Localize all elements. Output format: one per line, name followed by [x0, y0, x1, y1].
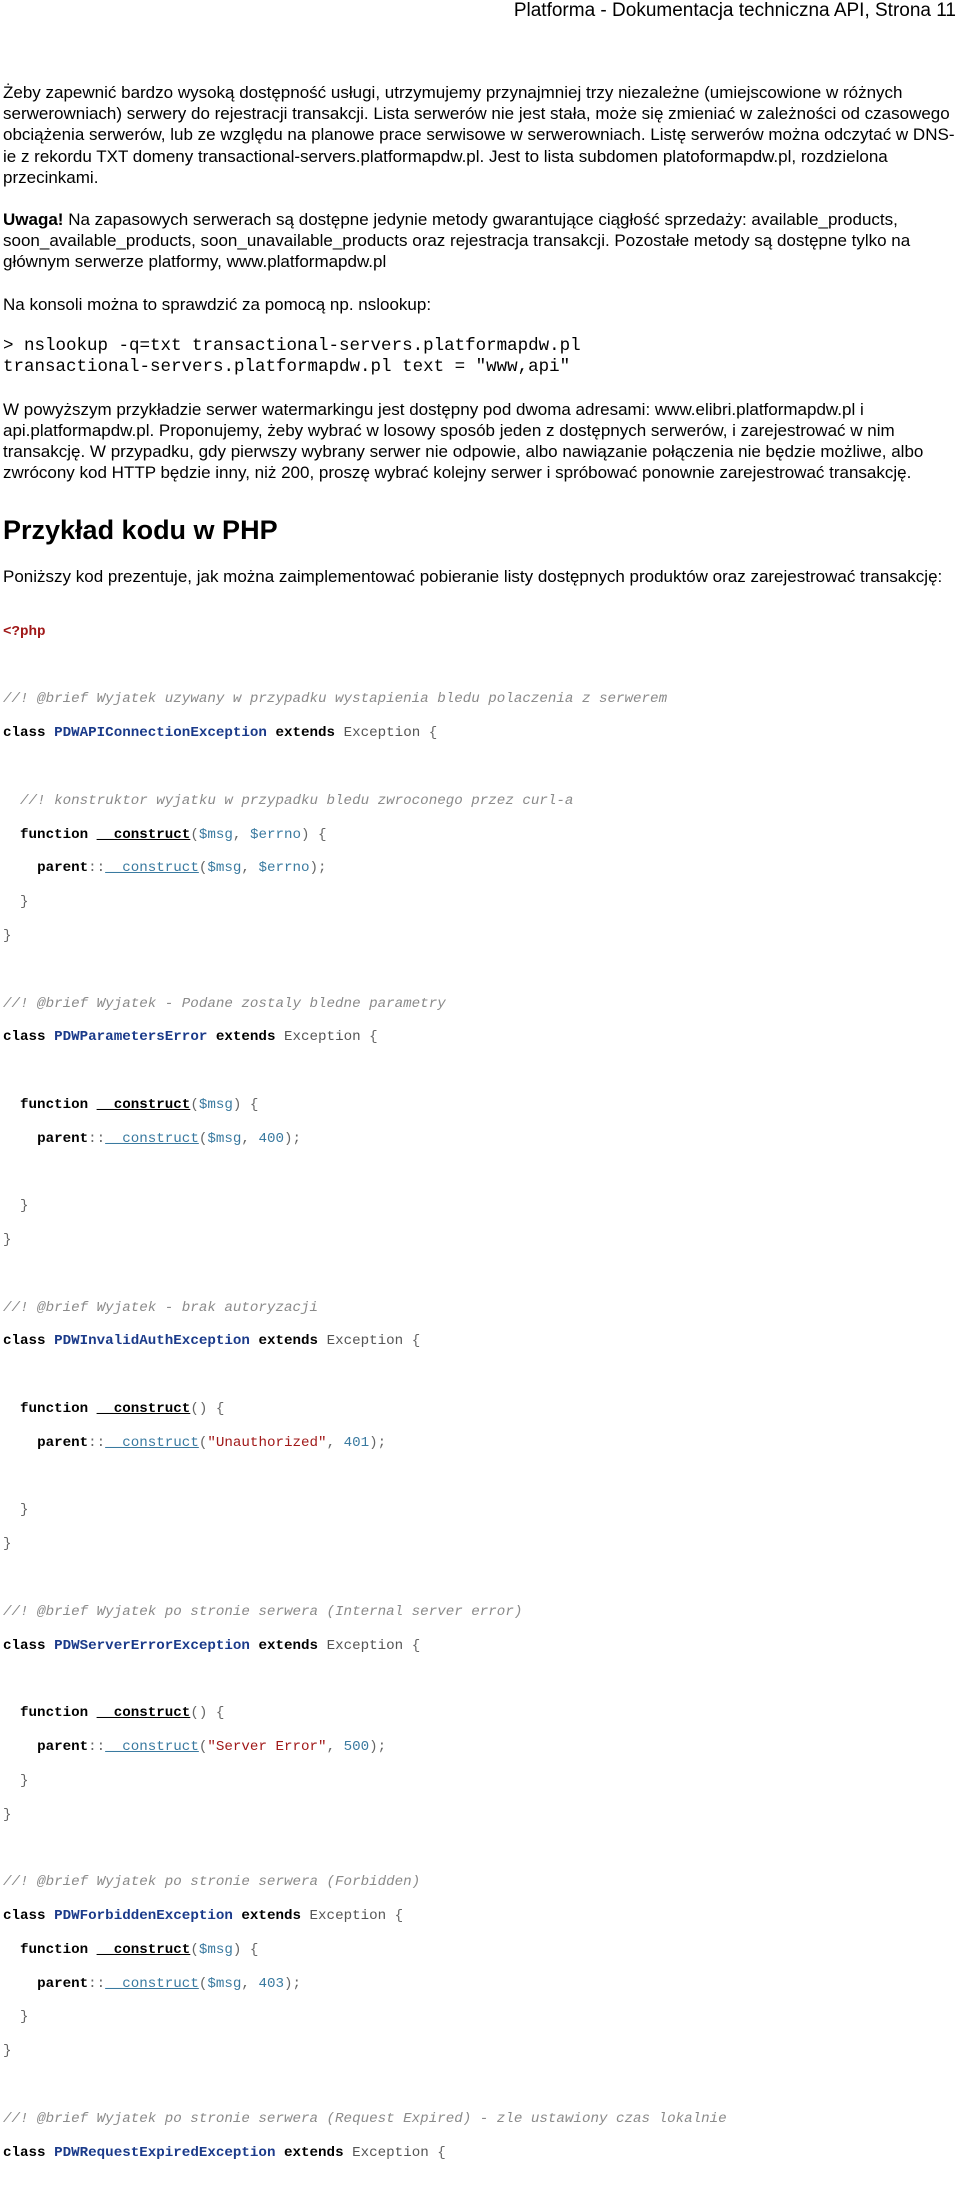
kw-extends: extends [283, 2144, 344, 2161]
ctor-call: __construct [105, 1739, 199, 1756]
kw-parent: parent [37, 1975, 89, 1992]
var-msg: $msg [207, 1130, 242, 1147]
kw-function: function [20, 1941, 89, 1958]
kw-extends: extends [258, 1637, 319, 1654]
var-msg: $msg [207, 860, 242, 877]
php-open-tag: <?php [3, 623, 46, 640]
section-title: Przykład kodu w PHP [3, 514, 278, 545]
kw-extends: extends [275, 725, 336, 742]
num-literal: 401 [343, 1434, 370, 1451]
class-name: PDWInvalidAuthException [54, 1333, 250, 1350]
kw-function: function [20, 826, 89, 843]
ctor-call: __construct [105, 1434, 199, 1451]
code-comment: //! @brief Wyjatek po stronie serwera (Internal server error) [3, 1603, 523, 1620]
warning-text: Na zapasowych serwerach są dostępne jedynie metody gwarantujące ciągłość sprzedaży: available_products, soon_available_products, soon_unavailable_products oraz rejestracja transakcji. Pozostałe metody są dostępne tylko na głównym serwerze platformy, www.platformapdw.pl [3, 210, 911, 272]
ctor-call: __construct [105, 1975, 199, 1992]
kw-function: function [20, 1401, 89, 1418]
num-literal: 500 [343, 1739, 370, 1756]
ctor-call: __construct [105, 1130, 199, 1147]
base-class: Exception [309, 1908, 387, 1925]
base-class: Exception [326, 1637, 404, 1654]
kw-extends: extends [215, 1029, 276, 1046]
ctor-name: __construct [96, 826, 191, 843]
code-comment: //! @brief Wyjatek uzywany w przypadku wystapienia bledu polaczenia z serwerem [3, 691, 668, 708]
class-name: PDWForbiddenException [54, 1908, 233, 1925]
num-literal: 400 [258, 1130, 284, 1147]
paragraph-example: W powyższym przykładzie serwer watermarkingu jest dostępny pod dwoma adresami: www.elibri.platformapdw.pl i api.platformapdw.pl. Proponujemy, żeby wybrać w losowy sposób jeden z dostępnych serwerów, i zarejestrować w nim transakcję. W przypadku, gdy pierwszy wybrany serwer nie odpowie, albo nawiązanie połączenia nie będzie możliwe, albo zwrócony kod HTTP będzie inny, niż 200, proszę wybrać kolejny serwer i spróbować ponownie zarejestrować transakcję. [3, 399, 924, 483]
page-header [6, 0, 956, 22]
var-msg: $msg [198, 826, 233, 843]
paragraph-intro: Poniższy kod prezentuje, jak można zaimplementować pobieranie listy dostępnych produktów oraz zarejestrować transakcję: [3, 566, 943, 586]
base-class: Exception [352, 2144, 429, 2161]
php-code-block: <?php //! @brief Wyjatek uzywany w przypadku wystapienia bledu polaczenia z serwerem class PDWAPIConnectionException extends Exception { //! konstruktor wyjatku w przypadku bledu zwroconego przez curl-a function __construct($msg, $errno) { parent::__construct($msg, $errno); } } //! @brief Wyjatek - Podane zostaly bledne parametry class PDWParametersError extends Exception { function __construct($msg) { parent::__construct($msg, 400); } } //! @brief Wyjatek - brak autoryzacji class PDWInvalidAuthException extends Exception { function __construct() { parent::__construct("Unauthorized", 401); } } //! @brief Wyjatek po stronie serwera (Internal server error) class PDWServerErrorException extends Exception { function __construct() { parent::__construct("Server Error", 500); } } //! @brief Wyjatek po stronie serwera (Forbidden) class PDWForbiddenException extends Exception { function __construct($msg) { parent::__construct($msg, 403); } } //! @brief Wyjatek po stronie serwera (Request Expired) - zle ustawiony czas lokalnie class PDWRequestExpiredException extends Exception { [3, 623, 727, 2161]
base-class: Exception [326, 1333, 404, 1350]
ctor-name: __construct [96, 1941, 191, 1958]
code-comment: //! konstruktor wyjatku w przypadku bledu zwroconego przez curl-a [20, 792, 574, 809]
kw-class: class [3, 1333, 46, 1350]
base-class: Exception [343, 725, 421, 742]
kw-parent: parent [37, 860, 89, 877]
kw-extends: extends [258, 1333, 319, 1350]
kw-class: class [3, 1029, 46, 1046]
class-name: PDWAPIConnectionException [54, 725, 267, 742]
kw-function: function [20, 1096, 89, 1113]
num-literal: 403 [258, 1975, 284, 1992]
code-comment: //! @brief Wyjatek - Podane zostaly bledne parametry [3, 995, 446, 1012]
var-msg: $msg [207, 1975, 242, 1992]
command-output: transactional-servers.platformapdw.pl text = "www,api" [3, 356, 571, 377]
ctor-name: __construct [96, 1096, 191, 1113]
kw-class: class [3, 725, 46, 742]
kw-parent: parent [37, 1739, 89, 1756]
kw-class: class [3, 1908, 46, 1925]
nslookup-command-block [3, 336, 957, 378]
ctor-call: __construct [105, 860, 199, 877]
var-errno: $errno [258, 860, 310, 877]
class-name: PDWRequestExpiredException [54, 2144, 276, 2161]
var-msg: $msg [198, 1096, 233, 1113]
command-line: > nslookup -q=txt transactional-servers.platformapdw.pl [3, 335, 581, 356]
page-header-title: Platforma - Dokumentacja techniczna API, Strona 11 [513, 0, 956, 21]
code-comment: //! @brief Wyjatek - brak autoryzacji [3, 1299, 319, 1316]
class-name: PDWParametersError [54, 1029, 208, 1046]
code-comment: //! @brief Wyjatek po stronie serwera (Forbidden) [3, 1874, 421, 1891]
string-literal: "Server Error" [207, 1739, 327, 1756]
base-class: Exception [283, 1029, 361, 1046]
kw-class: class [3, 2144, 46, 2161]
code-comment: //! @brief Wyjatek po stronie serwera (Request Expired) - zle ustawiony czas lokalnie [3, 2110, 727, 2127]
warning-label: Uwaga! [3, 210, 64, 230]
var-errno: $errno [249, 826, 302, 843]
var-msg: $msg [198, 1941, 233, 1958]
kw-extends: extends [241, 1908, 302, 1925]
paragraph-warning [3, 209, 957, 273]
kw-function: function [20, 1705, 89, 1722]
kw-parent: parent [37, 1130, 89, 1147]
paragraph-console: Na konsoli można to sprawdzić za pomocą np. nslookup: [3, 294, 432, 314]
ctor-name: __construct [96, 1705, 191, 1722]
paragraph-servers: Żeby zapewnić bardzo wysoką dostępność usługi, utrzymujemy przynajmniej trzy niezależne (umiejscowione w różnych serwerowniach) serwery do rejestracji transakcji. Lista serwerów nie jest stała, może się zmieniać w zależności od czasowego obciążenia serwerów, lub ze względu na planowe prace serwisowe w serwerowniach. Listę serwerów można odczytać w DNS-ie z rekordu TXT domeny transactional-servers.platformapdw.pl. Jest to lista subdomen platoformapdw.pl, rozdzielona przecinkami. [3, 83, 955, 187]
kw-parent: parent [37, 1434, 89, 1451]
document-body [3, 82, 957, 2195]
class-name: PDWServerErrorException [54, 1637, 250, 1654]
kw-class: class [3, 1637, 46, 1654]
string-literal: "Unauthorized" [207, 1434, 327, 1451]
ctor-name: __construct [96, 1401, 191, 1418]
